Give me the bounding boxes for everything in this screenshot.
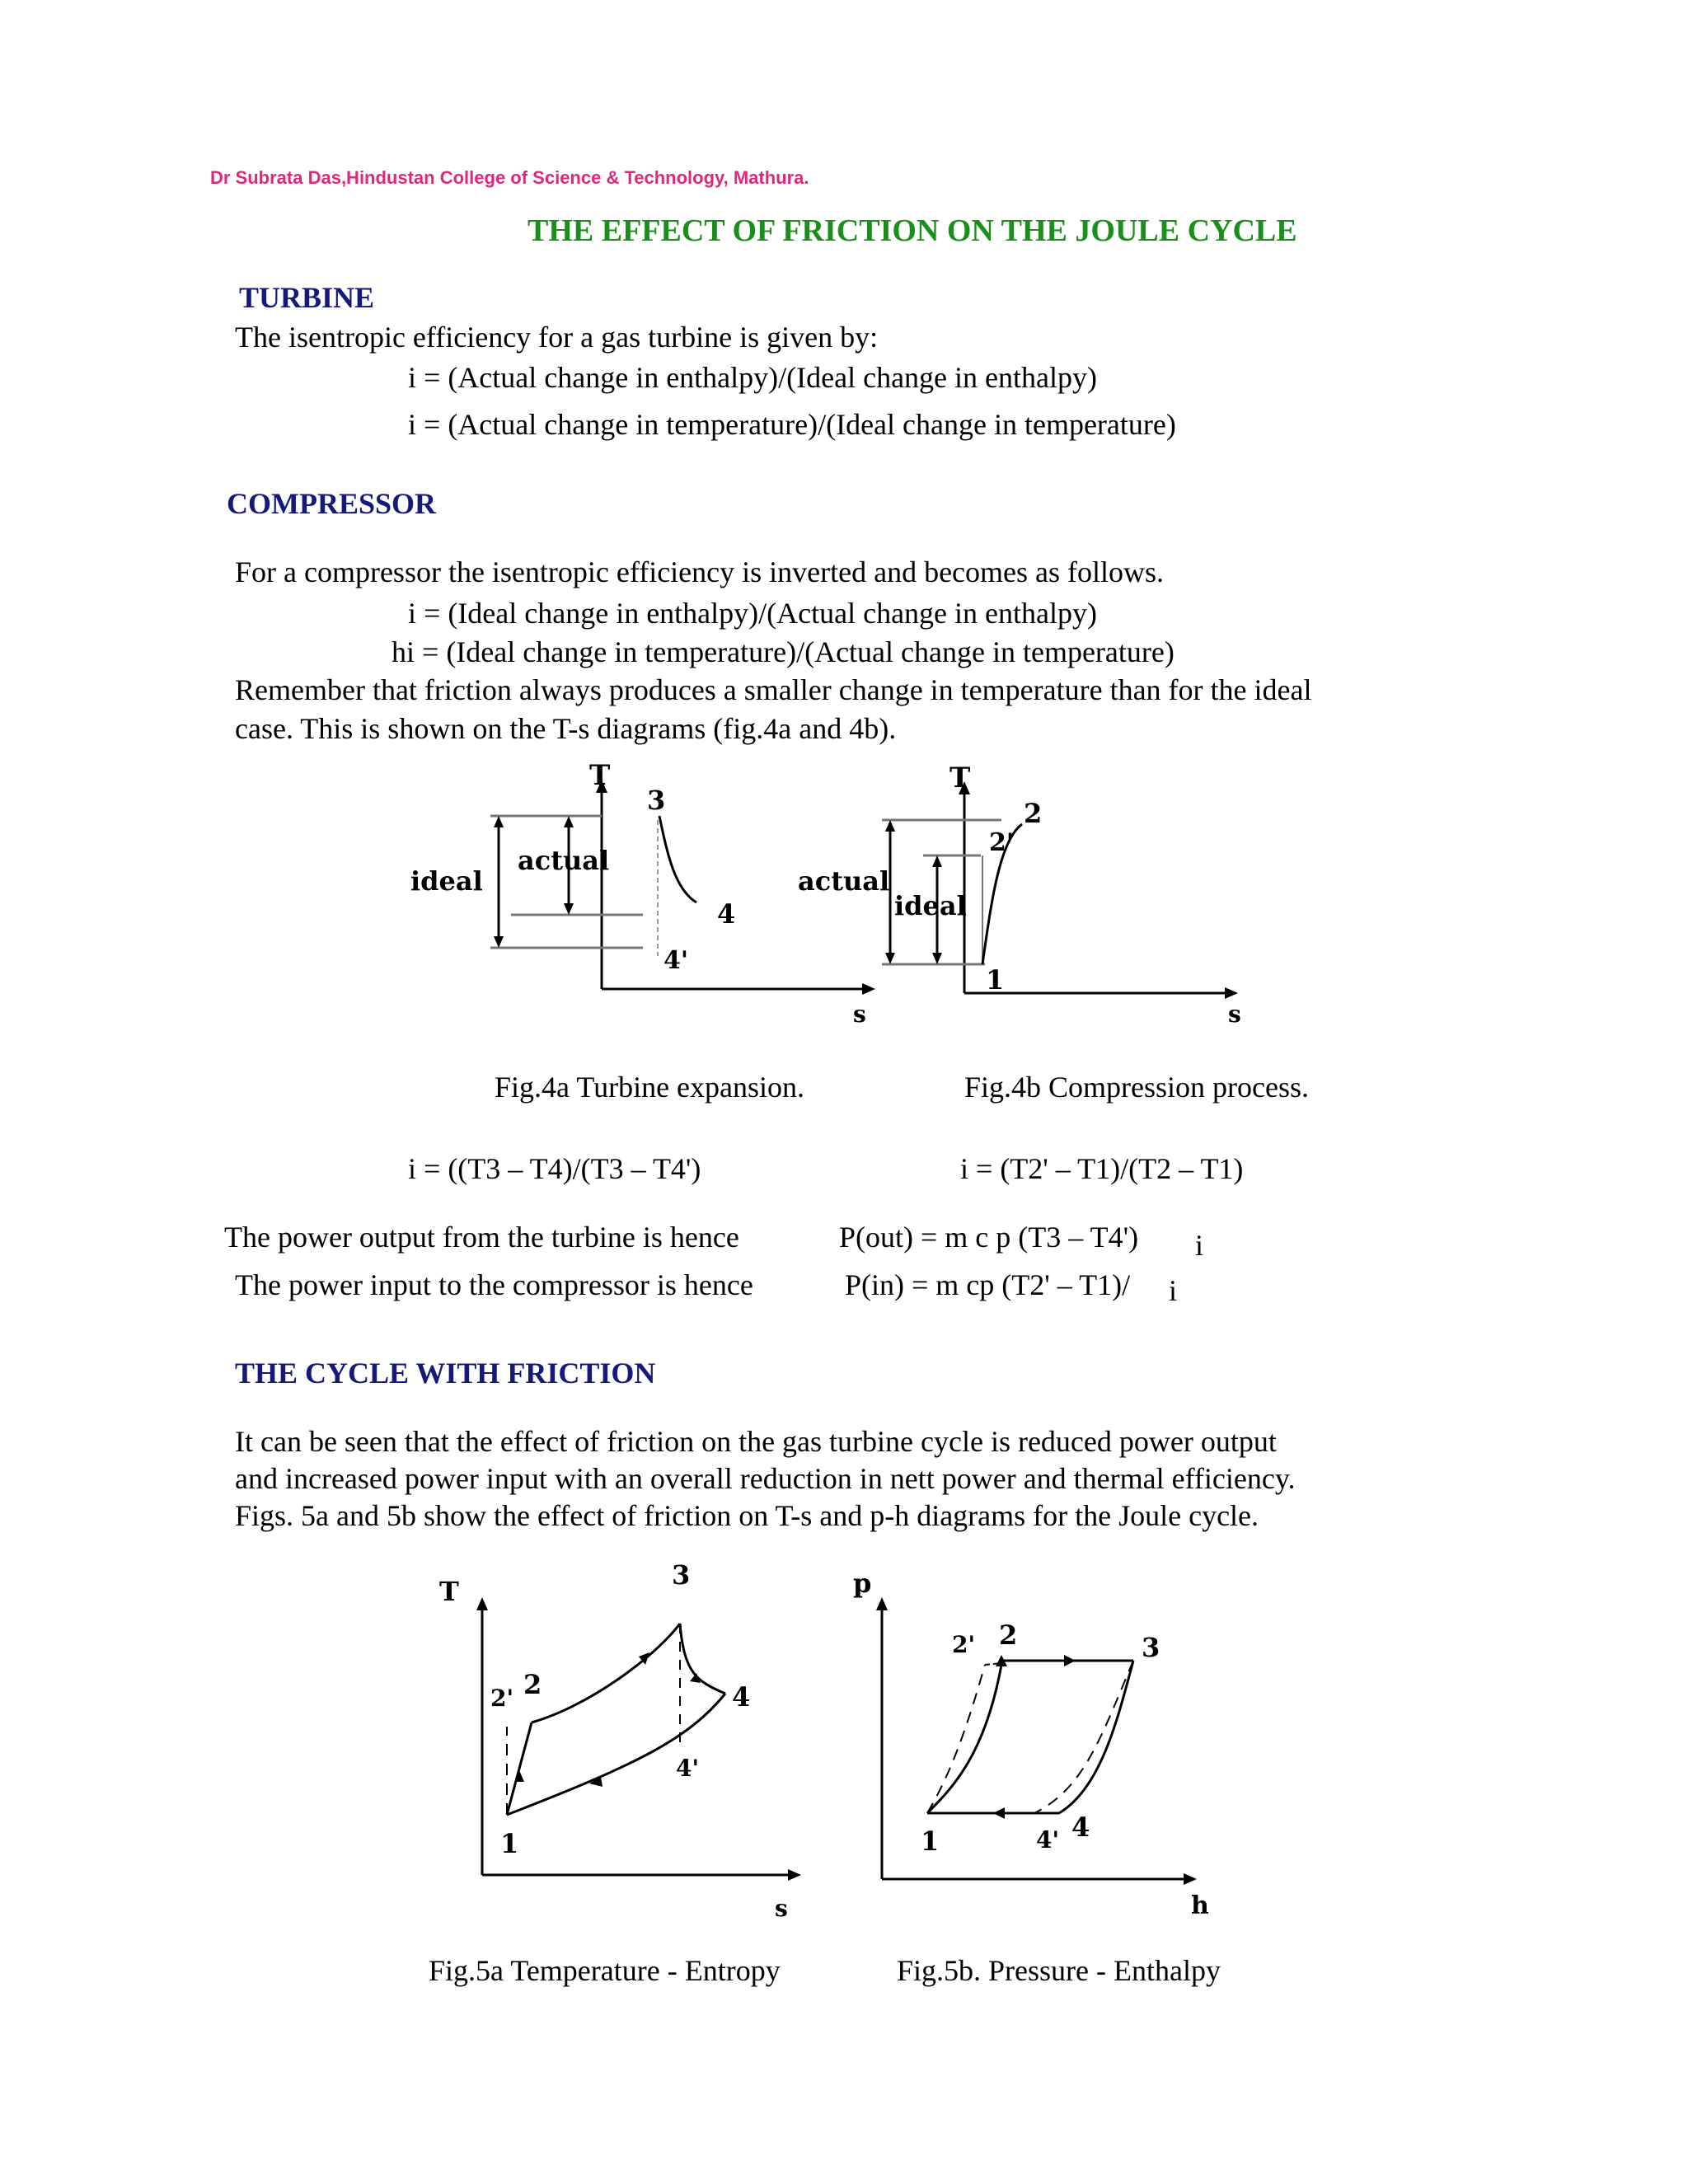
fig4b-x-arrow [1225,987,1238,999]
author-header: Dr Subrata Das,Hindustan College of Science & Technology, Mathura. [210,167,809,188]
fig5b-axis-y: p [853,1568,872,1599]
power-out-expr: P(out) = m c p (T3 – T4') [839,1221,1139,1254]
fig4b-point-2: 2 [1024,798,1043,829]
fig4-diagrams [396,758,1278,1030]
compressor-eq1-text: = (Ideal change in enthalpy)/(Actual change in enthalpy) [416,597,1097,630]
fig5a-x-arrow [788,1869,801,1881]
fig5a-process-1-2 [507,1722,532,1815]
cycle-line2: and increased power input with an overall reduction in nett power and thermal efficiency. [235,1462,1296,1495]
fig5a-process-3-4 [680,1624,725,1694]
fig5a-y-arrow [476,1597,488,1610]
eta-symbol: i [408,597,417,630]
fig5b-point-2-prime: 2' [952,1631,976,1658]
eta-symbol: i [408,1152,417,1185]
eta-symbol: i [1195,1229,1204,1262]
fig5-diagrams [424,1541,1290,1937]
fig4a-x-arrow [862,983,875,995]
power-in-expr: P(in) = m cp (T2' – T1)/ [845,1268,1131,1301]
fig4a-label-actual: actual [518,845,610,876]
cycle-line1: It can be seen that the effect of friction on the gas turbine cycle is reduced power output [235,1425,1277,1458]
compressor-eq2 [392,635,1175,669]
fig5a-axis-y: T [439,1576,459,1607]
compressor-efficiency-eq [960,1151,1243,1186]
fig5b-axis-x: h [1191,1891,1209,1920]
fig4b-point-2-prime: 2' [989,828,1015,857]
cycle-line3: Figs. 5a and 5b show the effect of friction on T-s and p-h diagrams for the Joule cycle. [235,1499,1259,1532]
cycle-heading: THE CYCLE WITH FRICTION [235,1357,656,1390]
compressor-intro: For a compressor the isentropic efficiency is inverted and becomes as follows. [235,555,1165,588]
fig5a-point-3: 3 [672,1559,691,1591]
fig4b-caption: Fig.4b Compression process. [964,1071,1309,1104]
fig4a-axis-y: T [589,759,611,792]
fig5a-point-2: 2 [523,1669,542,1700]
compressor-eq1 [408,596,1097,630]
page-title: THE EFFECT OF FRICTION ON THE JOULE CYCLE [528,213,1297,248]
eta-symbol: i [408,361,417,394]
fig4b-point-1: 1 [986,964,1005,996]
compressor-remark-line1: Remember that friction always produces a smaller change in temperature than for the ideal [235,673,1312,706]
fig4b-axis-x: s [1228,1001,1241,1028]
eta-symbol: hi [392,635,415,668]
fig5a-point-4-prime: 4' [676,1755,700,1782]
fig4a-label-ideal: ideal [410,865,483,897]
fig5a-point-4: 4 [732,1681,751,1713]
fig4a-point-4: 4 [717,898,736,930]
fig5b-x-arrow [1184,1873,1197,1885]
fig4b-label-ideal: ideal [894,890,967,921]
fig4a-caption: Fig.4a Turbine expansion. [495,1071,805,1104]
fig5b-point-1: 1 [921,1825,940,1857]
fig5b-point-4-prime: 4' [1036,1826,1060,1854]
compressor-heading: COMPRESSOR [227,487,437,520]
turbine-eq2-text: = (Actual change in temperature)/(Ideal change in temperature) [416,408,1176,441]
eta-symbol: i [1169,1274,1178,1307]
turbine-eq1-text: = (Actual change in enthalpy)/(Ideal change in enthalpy) [416,361,1097,394]
eta-symbol: i [960,1152,969,1185]
fig5a-caption: Fig.5a Temperature - Entropy [429,1954,781,1987]
fig5b-process-1-2 [927,1665,1001,1813]
fig5a-axis-x: s [775,1895,788,1922]
compressor-eq2-text: = (Ideal change in temperature)/(Actual change in temperature) [415,635,1175,668]
fig4b-label-actual: actual [798,865,890,897]
turbine-heading: TURBINE [239,281,375,314]
turbine-efficiency-expr: = ((T3 – T4)/(T3 – T4') [416,1152,701,1185]
turbine-intro: The isentropic efficiency for a gas turbine is given by: [235,321,879,354]
fig4a-point-4-prime: 4' [663,946,689,975]
turbine-efficiency-eq [408,1151,701,1186]
compressor-efficiency-expr: = (T2' – T1)/(T2 – T1) [968,1152,1244,1185]
fig5b-process-3-4 [1059,1661,1133,1813]
fig5b-y-arrow [876,1597,888,1610]
eta-symbol: i [408,408,417,441]
fig4a-expansion-curve [659,816,696,902]
fig4a-point-3: 3 [647,785,666,816]
fig5b-point-3: 3 [1142,1632,1160,1663]
fig5a-process-2-3 [532,1624,680,1722]
fig5a-point-2-prime: 2' [490,1685,514,1712]
compressor-remark-line2: case. This is shown on the T-s diagrams (fig.4a and 4b). [235,712,897,745]
turbine-eq2 [408,407,1176,442]
power-out-label: The power output from the turbine is hence [224,1221,739,1254]
fig4a-axis-x: s [853,1001,866,1028]
fig5b-point-2: 2 [999,1619,1018,1651]
fig5a-point-1: 1 [500,1828,519,1859]
turbine-eq1 [408,360,1097,395]
power-in-label: The power input to the compressor is hence [235,1268,753,1301]
fig4b-axis-y: T [950,762,971,794]
fig5b-point-4: 4 [1071,1811,1090,1843]
fig5b-caption: Fig.5b. Pressure - Enthalpy [897,1954,1221,1987]
